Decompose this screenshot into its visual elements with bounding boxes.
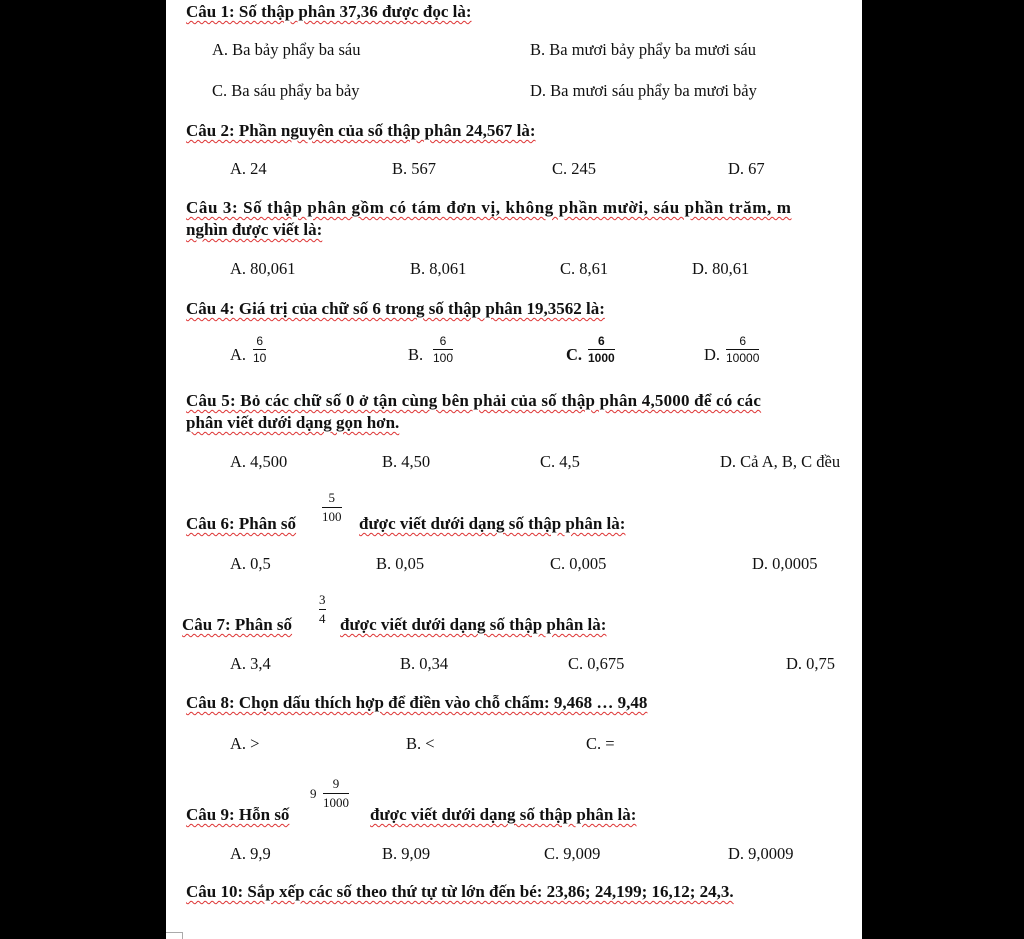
q4-c-numerator: 6 [598,334,605,348]
q7-option-c: C. 0,675 [568,654,625,673]
question-1: Câu 1: Số thập phân 37,36 được đọc là: [186,2,472,21]
q4-option-b-fraction [433,334,453,365]
q4-option-a-fraction [253,334,266,365]
question-9-suffix: được viết dưới dạng số thập phân là: [370,805,637,824]
question-7-prefix: Câu 7: Phân số [182,615,293,634]
q6-option-c: C. 0,005 [550,554,607,573]
q4-a-numerator: 6 [256,334,264,348]
q7-denominator: 4 [319,611,326,626]
q7-numerator: 3 [319,592,326,607]
q4-b-numerator: 6 [439,334,447,348]
q5-option-b: B. 4,50 [382,452,431,471]
question-5-line-2: phân viết dưới dạng gọn hơn. [186,413,400,432]
question-4: Câu 4: Giá trị của chữ số 6 trong số thập phân 19,3562 là: [186,299,605,318]
q5-option-a: A. 4,500 [230,452,288,471]
q9-option-a: A. 9,9 [230,844,271,863]
q9-option-d: D. 9,0009 [728,844,794,863]
q7-option-d: D. 0,75 [786,654,836,673]
q2-option-b: B. 567 [392,159,437,178]
q4-option-c-fraction [588,334,615,365]
q7-option-a: A. 3,4 [230,654,271,673]
question-6-suffix: được viết dưới dạng số thập phân là: [359,514,626,533]
q4-d-numerator: 6 [739,334,747,348]
q2-option-a: A. 24 [230,159,267,178]
q6-denominator: 100 [322,509,342,524]
q3-option-c: C. 8,61 [560,259,609,278]
question-2: Câu 2: Phần nguyên của số thập phân 24,567 là: [186,121,536,140]
q1-option-b: B. Ba mươi bảy phẩy ba mươi sáu [530,40,756,59]
q4-d-denominator: 10000 [726,351,760,365]
q9-denominator: 1000 [323,795,349,810]
q9-option-c: C. 9,009 [544,844,601,863]
q3-option-d: D. 80,61 [692,259,750,278]
q7-fraction [319,592,326,627]
q5-option-c: C. 4,5 [540,452,580,471]
q6-option-d: D. 0,0005 [752,554,818,573]
q9-numerator: 9 [332,776,340,791]
q4-c-denominator: 1000 [588,351,615,365]
q9-whole-part: 9 [310,786,317,801]
q7-option-b: B. 0,34 [400,654,449,673]
q6-numerator: 5 [328,490,335,505]
q4-option-a-letter: A. [230,345,247,364]
q9-option-b: B. 9,09 [382,844,431,863]
q1-option-c: C. Ba sáu phẩy ba bảy [212,81,360,100]
question-3-line-2: nghìn được viết là: [186,220,323,239]
question-3-line-1: Câu 3: Số thập phân gồm có tám đơn vị, không phần mười, sáu phần trăm, m [186,198,792,217]
q4-a-denominator: 10 [253,351,267,365]
q2-option-d: D. 67 [728,159,765,178]
q8-option-c: C. = [586,734,615,753]
q4-b-denominator: 100 [433,351,454,365]
q4-option-d-letter: D. [704,345,721,364]
q5-option-d: D. Cả A, B, C đều [720,452,841,471]
q2-option-c: C. 245 [552,159,597,178]
question-9-prefix: Câu 9: Hỗn số [186,805,290,824]
question-6-prefix: Câu 6: Phân số [186,514,297,533]
question-7-suffix: được viết dưới dạng số thập phân là: [340,615,607,634]
q1-option-a: A. Ba bảy phẩy ba sáu [212,40,361,59]
q6-option-a: A. 0,5 [230,554,271,573]
q8-option-b: B. < [406,734,435,753]
question-10: Câu 10: Sắp xếp các số theo thứ tự từ lớn đến bé: 23,86; 24,199; 16,12; 24,3. [186,882,734,901]
question-5-line-1: Câu 5: Bỏ các chữ số 0 ở tận cùng bên phải của số thập phân 4,5000 để có các [186,391,762,410]
q9-fraction [323,776,349,811]
q4-option-b-letter: B. [408,345,424,364]
q3-option-a: A. 80,061 [230,259,296,278]
document-page [166,0,862,939]
q8-option-a: A. > [230,734,260,753]
q3-option-b: B. 8,061 [410,259,467,278]
q4-option-c-letter: C. [566,345,583,364]
q4-option-d-fraction [726,334,759,365]
q6-fraction [322,490,342,525]
question-8: Câu 8: Chọn dấu thích hợp để điền vào chỗ chấm: 9,468 … 9,48 [186,693,648,712]
q6-option-b: B. 0,05 [376,554,425,573]
q1-option-d: D. Ba mươi sáu phẩy ba mươi bảy [530,81,757,100]
page-corner-mark [166,932,183,939]
